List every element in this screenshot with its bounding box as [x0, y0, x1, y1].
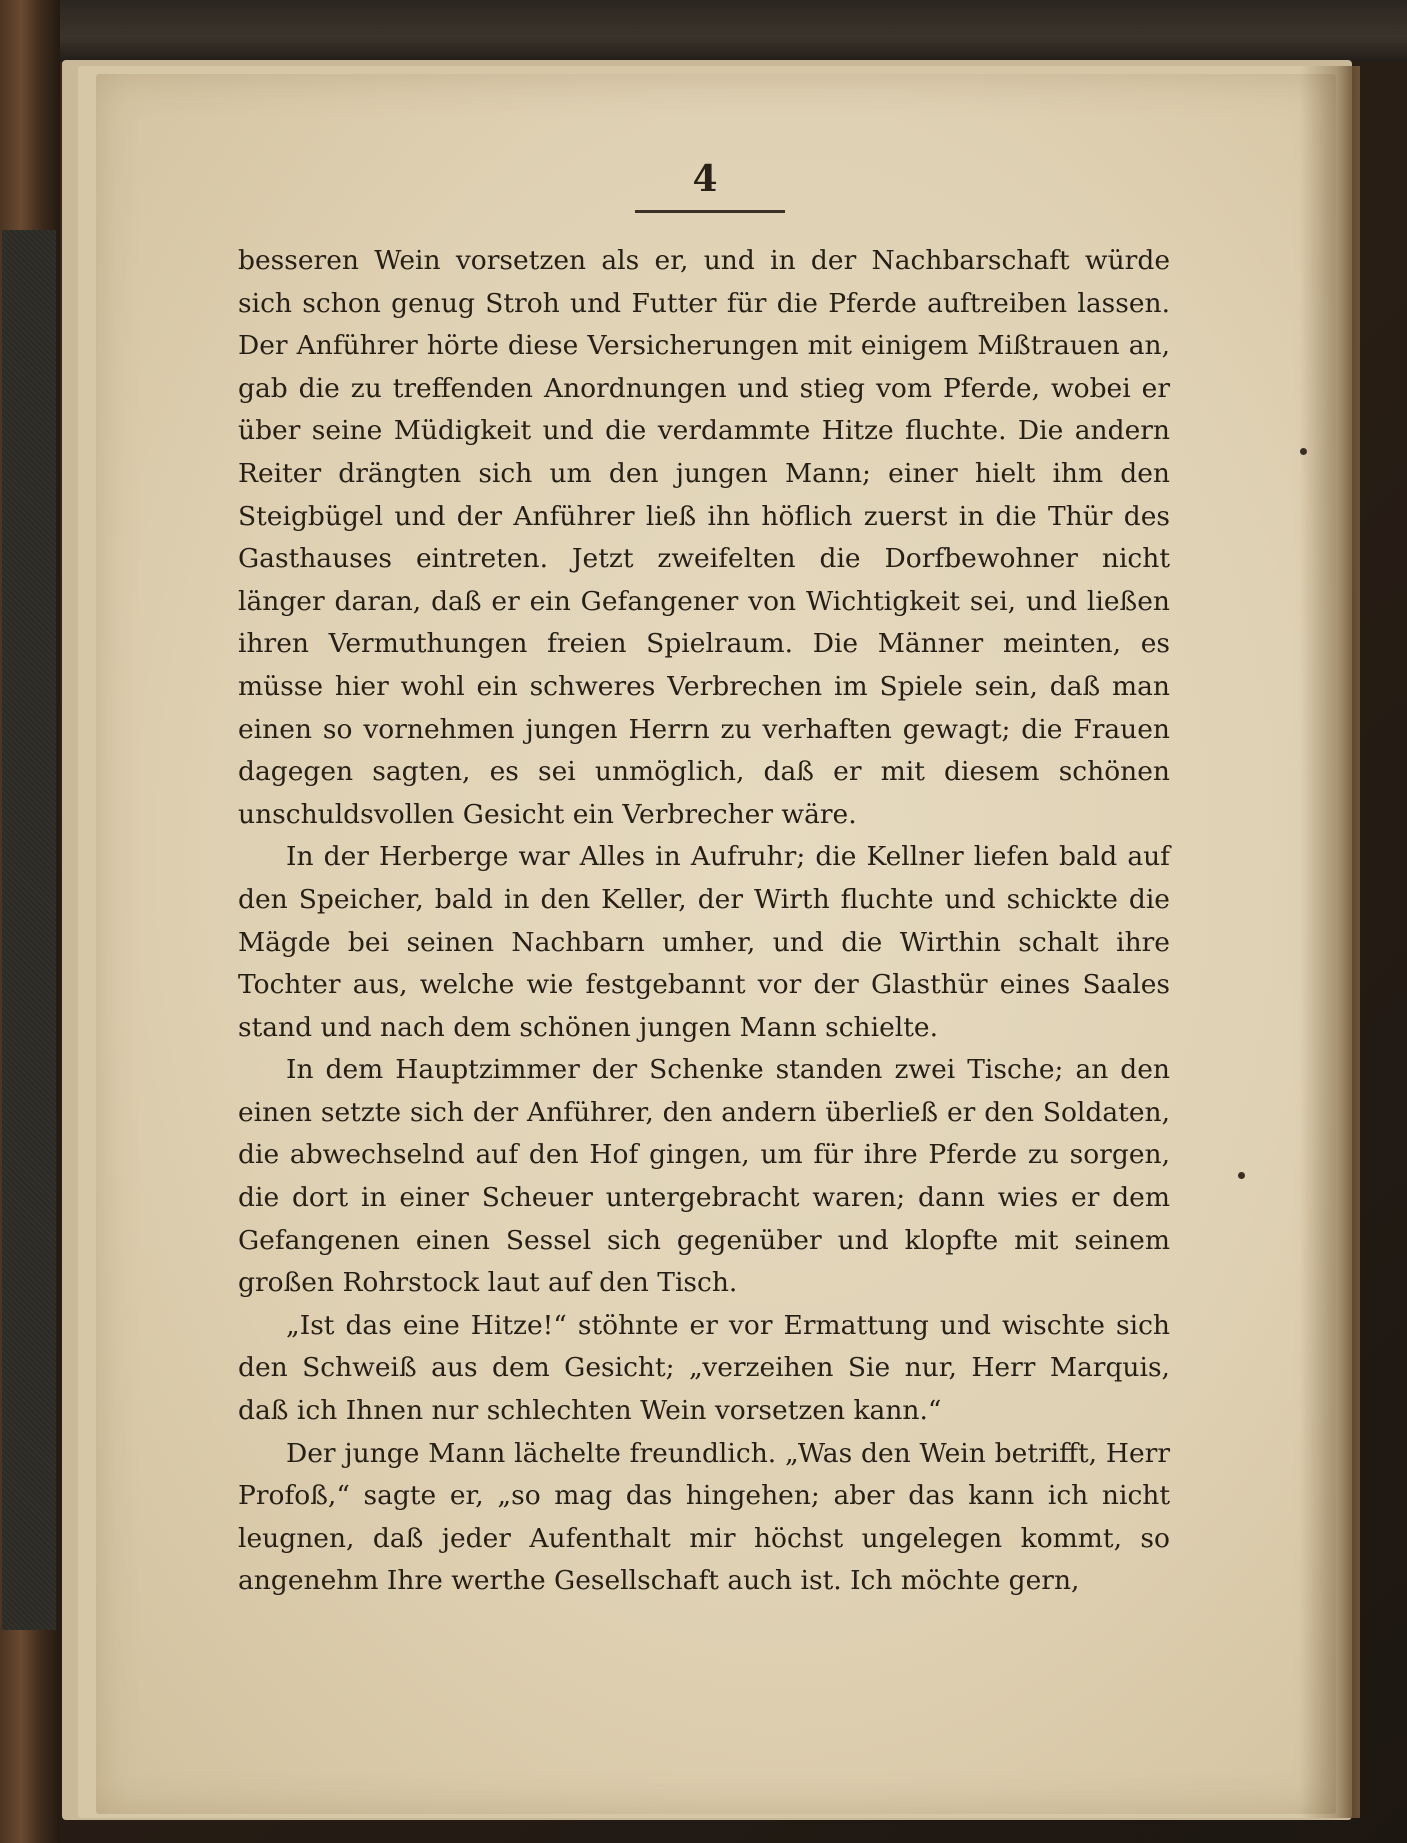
page-number: 4: [692, 158, 718, 200]
paragraph: besseren Wein vorsetzen als er, und in der Nachbarschaft würde sich schon genug Stroh und Futter für die Pferde auftreiben lassen. Der Anführer hörte diese Versicherungen mit einigem Mißtrauen an, gab die zu treffenden Anordnungen und stieg vom Pferde, wobei er über seine Müdigkeit und die verdammte Hitze fluchte. Die andern Reiter drängten sich um den jungen Mann; einer hielt ihm den Steigbügel und der Anführer ließ ihn höflich zuerst in die Thür des Gasthauses eintreten. Jetzt zweifelten die Dorfbewohner nicht länger daran, daß er ein Gefangener von Wichtigkeit sei, und ließen ihren Vermuthungen freien Spielraum. Die Männer meinten, es müsse hier wohl ein schweres Verbrechen im Spiele sein, daß man einen so vornehmen jungen Herrn zu verhaften gewagt; die Frauen dagegen sagten, es sei unmöglich, daß er mit diesem schönen unschuldsvollen Gesicht ein Verbrecher wäre.: [238, 245, 1170, 830]
cover-cloth-binding: [2, 230, 56, 1630]
paragraph: Der junge Mann lächelte freundlich. „Was den Wein betrifft, Herr Profoß,“ sagte er, „so mag das hingehen; aber das kann ich nicht leugnen, daß jeder Aufenthalt mir höchst ungelegen kommt, so angenehm Ihre werthe Gesellschaft auch ist. Ich möchte gern,: [238, 1437, 1170, 1597]
page-gutter-shadow: [1300, 66, 1360, 1818]
paragraph: „Ist das eine Hitze!“ stöhnte er vor Ermattung und wischte sich den Schweiß aus dem Gesicht; „verzeihen Sie nur, Herr Marquis, daß ich Ihnen nur schlechten Wein vorsetzen kann.“: [238, 1309, 1170, 1427]
paper-speck: [1300, 448, 1307, 455]
cover-top-edge: [0, 0, 1407, 62]
paragraph: In dem Hauptzimmer der Schenke standen zwei Tische; an den einen setzte sich der Anführer, den andern überließ er den Soldaten, die abwechselnd auf den Hof gingen, um für ihre Pferde zu sorgen, die dort in einer Scheuer untergebracht waren; dann wies er dem Gefangenen einen Sessel sich gegenüber und klopfte mit seinem großen Rohrstock laut auf den Tisch.: [238, 1054, 1170, 1299]
body-text: [238, 240, 1170, 1603]
paper-speck: [1238, 1172, 1245, 1179]
header-rule: [635, 210, 785, 213]
paragraph: In der Herberge war Alles in Aufruhr; die Kellner liefen bald auf den Speicher, bald in den Keller, der Wirth fluchte und schickte die Mägde bei seinen Nachbarn umher, und die Wirthin schalt ihre Tochter aus, welche wie festgebannt vor der Glasthür eines Saales stand und nach dem schönen jungen Mann schielte.: [238, 841, 1170, 1043]
